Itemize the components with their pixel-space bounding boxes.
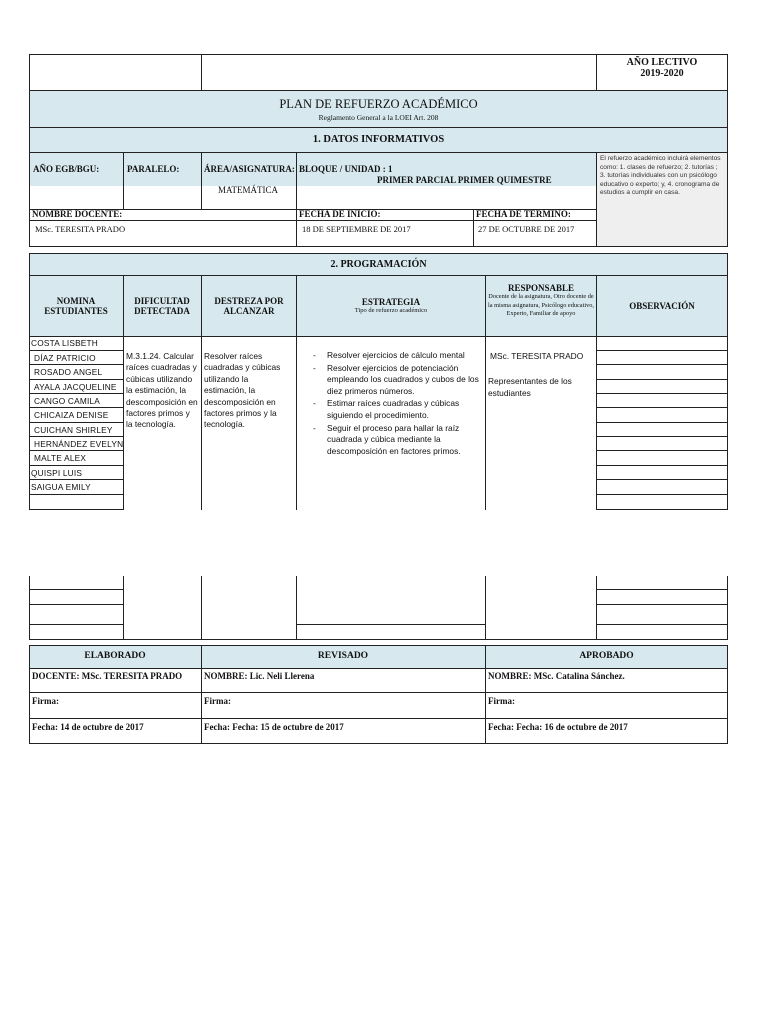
col-students: NOMINA ESTUDIANTES bbox=[44, 296, 108, 316]
start-date-label: FECHA DE INICIO: bbox=[299, 209, 381, 219]
strategy-item: - Resolver ejercicios de potenciación empleando los cuadrados y cubos de los diez primeros números. bbox=[309, 363, 483, 398]
parallel-label: PARALELO: bbox=[127, 164, 180, 174]
student-name: CUICHAN SHIRLEY bbox=[34, 425, 113, 435]
school-year-cell bbox=[596, 54, 728, 91]
teacher-value: MSc. TERESITA PRADO bbox=[35, 224, 126, 234]
elaborated-date: Fecha: 14 de octubre de 2017 bbox=[32, 722, 144, 732]
grade-label: AÑO EGB/BGU: bbox=[33, 164, 100, 174]
responsible-parents: Representantes de los estudiantes bbox=[488, 376, 572, 398]
skill-text: Resolver raíces cuadradas y cúbicas utilizando la estimación, la descomposición en factores primos y la tecnología. bbox=[204, 351, 281, 430]
difficulty-text: M.3.1.24. Calcular raíces cuadradas y cúbicas utilizando la estimación, la descomposición en factores primos y la tecnología. bbox=[126, 351, 198, 430]
elaborated-name: DOCENTE: MSc. TERESITA PRADO bbox=[32, 671, 183, 681]
end-date-label: FECHA DE TERMINO: bbox=[476, 209, 571, 219]
student-name: CANGO CAMILA bbox=[34, 396, 101, 406]
reviewed-date: Fecha: Fecha: 15 de octubre de 2017 bbox=[204, 722, 344, 732]
student-name: AYALA JACQUELINE bbox=[34, 382, 117, 392]
subject-label: ÁREA/ASIGNATURA: bbox=[204, 164, 295, 174]
page-subtitle: Reglamento General a la LOEI Art. 208 bbox=[318, 113, 439, 122]
start-date-value: 18 DE SEPTIEMBRE DE 2017 bbox=[302, 224, 411, 234]
strategy-item: - Seguir el proceso para hallar la raíz cuadrada y cúbica mediante la descomposición en factores primos. bbox=[309, 423, 483, 458]
strategy-list-box bbox=[309, 350, 483, 458]
student-name: DÍAZ PATRICIO bbox=[34, 353, 96, 363]
student-name: CHICAIZA DENISE bbox=[34, 410, 109, 420]
header-institution-cell bbox=[201, 54, 597, 91]
col-strategy: ESTRATEGIA bbox=[361, 297, 421, 307]
col-observation: OBSERVACIÓN bbox=[629, 301, 695, 311]
student-name: SAIGUA EMILY bbox=[31, 482, 91, 492]
reviewed-header: REVISADO bbox=[317, 651, 369, 661]
approved-signature: Firma: bbox=[488, 696, 515, 706]
strategy-item: - Resolver ejercicios de cálculo mental bbox=[309, 350, 483, 362]
school-year-value: 2019-2020 bbox=[640, 68, 684, 79]
student-name: ROSADO ANGEL bbox=[34, 367, 103, 377]
student-name: HERNÁNDEZ EVELYN bbox=[34, 439, 124, 449]
col-strategy-group bbox=[300, 297, 482, 314]
section1-title: 1. DATOS INFORMATIVOS bbox=[29, 127, 728, 153]
reinforcement-note-text: El refuerzo académico incluirá elementos como: 1. clases de refuerzo; 2. tutorías ; 3. tutorías individuales con un psicólogo educativo o experto; y, 4. cronograma de estudios a cumplir en casa. bbox=[600, 155, 721, 197]
reviewed-name: NOMBRE: Lic. Neli Llerena bbox=[204, 671, 315, 681]
page-title: PLAN DE REFUERZO ACADÉMICO bbox=[279, 97, 478, 111]
teacher-label: NOMBRE DOCENTE: bbox=[32, 209, 123, 219]
approved-name: NOMBRE: MSc. Catalina Sánchez. bbox=[488, 671, 625, 681]
col-responsible: RESPONSABLE bbox=[507, 283, 575, 293]
block-value: PRIMER PARCIAL PRIMER QUIMESTRE bbox=[377, 175, 552, 185]
observation-lines bbox=[596, 336, 728, 510]
elaborated-signature: Firma: bbox=[32, 696, 59, 706]
approved-date: Fecha: Fecha: 16 de octubre de 2017 bbox=[488, 722, 628, 732]
strategy-list bbox=[309, 350, 483, 457]
elaborated-header: ELABORADO bbox=[84, 651, 146, 661]
subject-value: MATEMÁTICA bbox=[218, 185, 278, 195]
student-name: COSTA LISBETH bbox=[31, 338, 98, 348]
reinforcement-note bbox=[596, 152, 728, 247]
col-skill: DESTREZA POR ALCANZAR bbox=[214, 296, 284, 316]
students-list bbox=[29, 336, 124, 510]
school-year-label: AÑO LECTIVO bbox=[626, 57, 698, 68]
col-responsible-sub: Docente de la asignatura, Otro docente de la misma asignatura, Psicólogo educativo, Experto, Familiar de apoyo bbox=[488, 293, 594, 317]
student-name: MALTE ALEX bbox=[34, 453, 87, 463]
col-difficulty: DIFICULTAD DETECTADA bbox=[134, 296, 190, 316]
strategy-item: - Estimar raíces cuadradas y cúbicas siguiendo el procedimiento. bbox=[309, 398, 483, 421]
end-date-value: 27 DE OCTUBRE DE 2017 bbox=[478, 224, 575, 234]
block-label: BLOQUE / UNIDAD : 1 bbox=[299, 164, 393, 174]
approved-header: APROBADO bbox=[579, 651, 634, 661]
col-strategy-sub: Tipo de refuerzo académico bbox=[354, 307, 428, 314]
title-bar bbox=[29, 90, 728, 128]
responsible-teacher: MSc. TERESITA PRADO bbox=[490, 351, 584, 361]
section2-title: 2. PROGRAMACIÓN bbox=[29, 253, 728, 276]
col-responsible-group bbox=[488, 283, 594, 319]
student-name: QUISPI LUIS bbox=[31, 468, 83, 478]
reviewed-signature: Firma: bbox=[204, 696, 231, 706]
header-logo-cell bbox=[29, 54, 202, 91]
